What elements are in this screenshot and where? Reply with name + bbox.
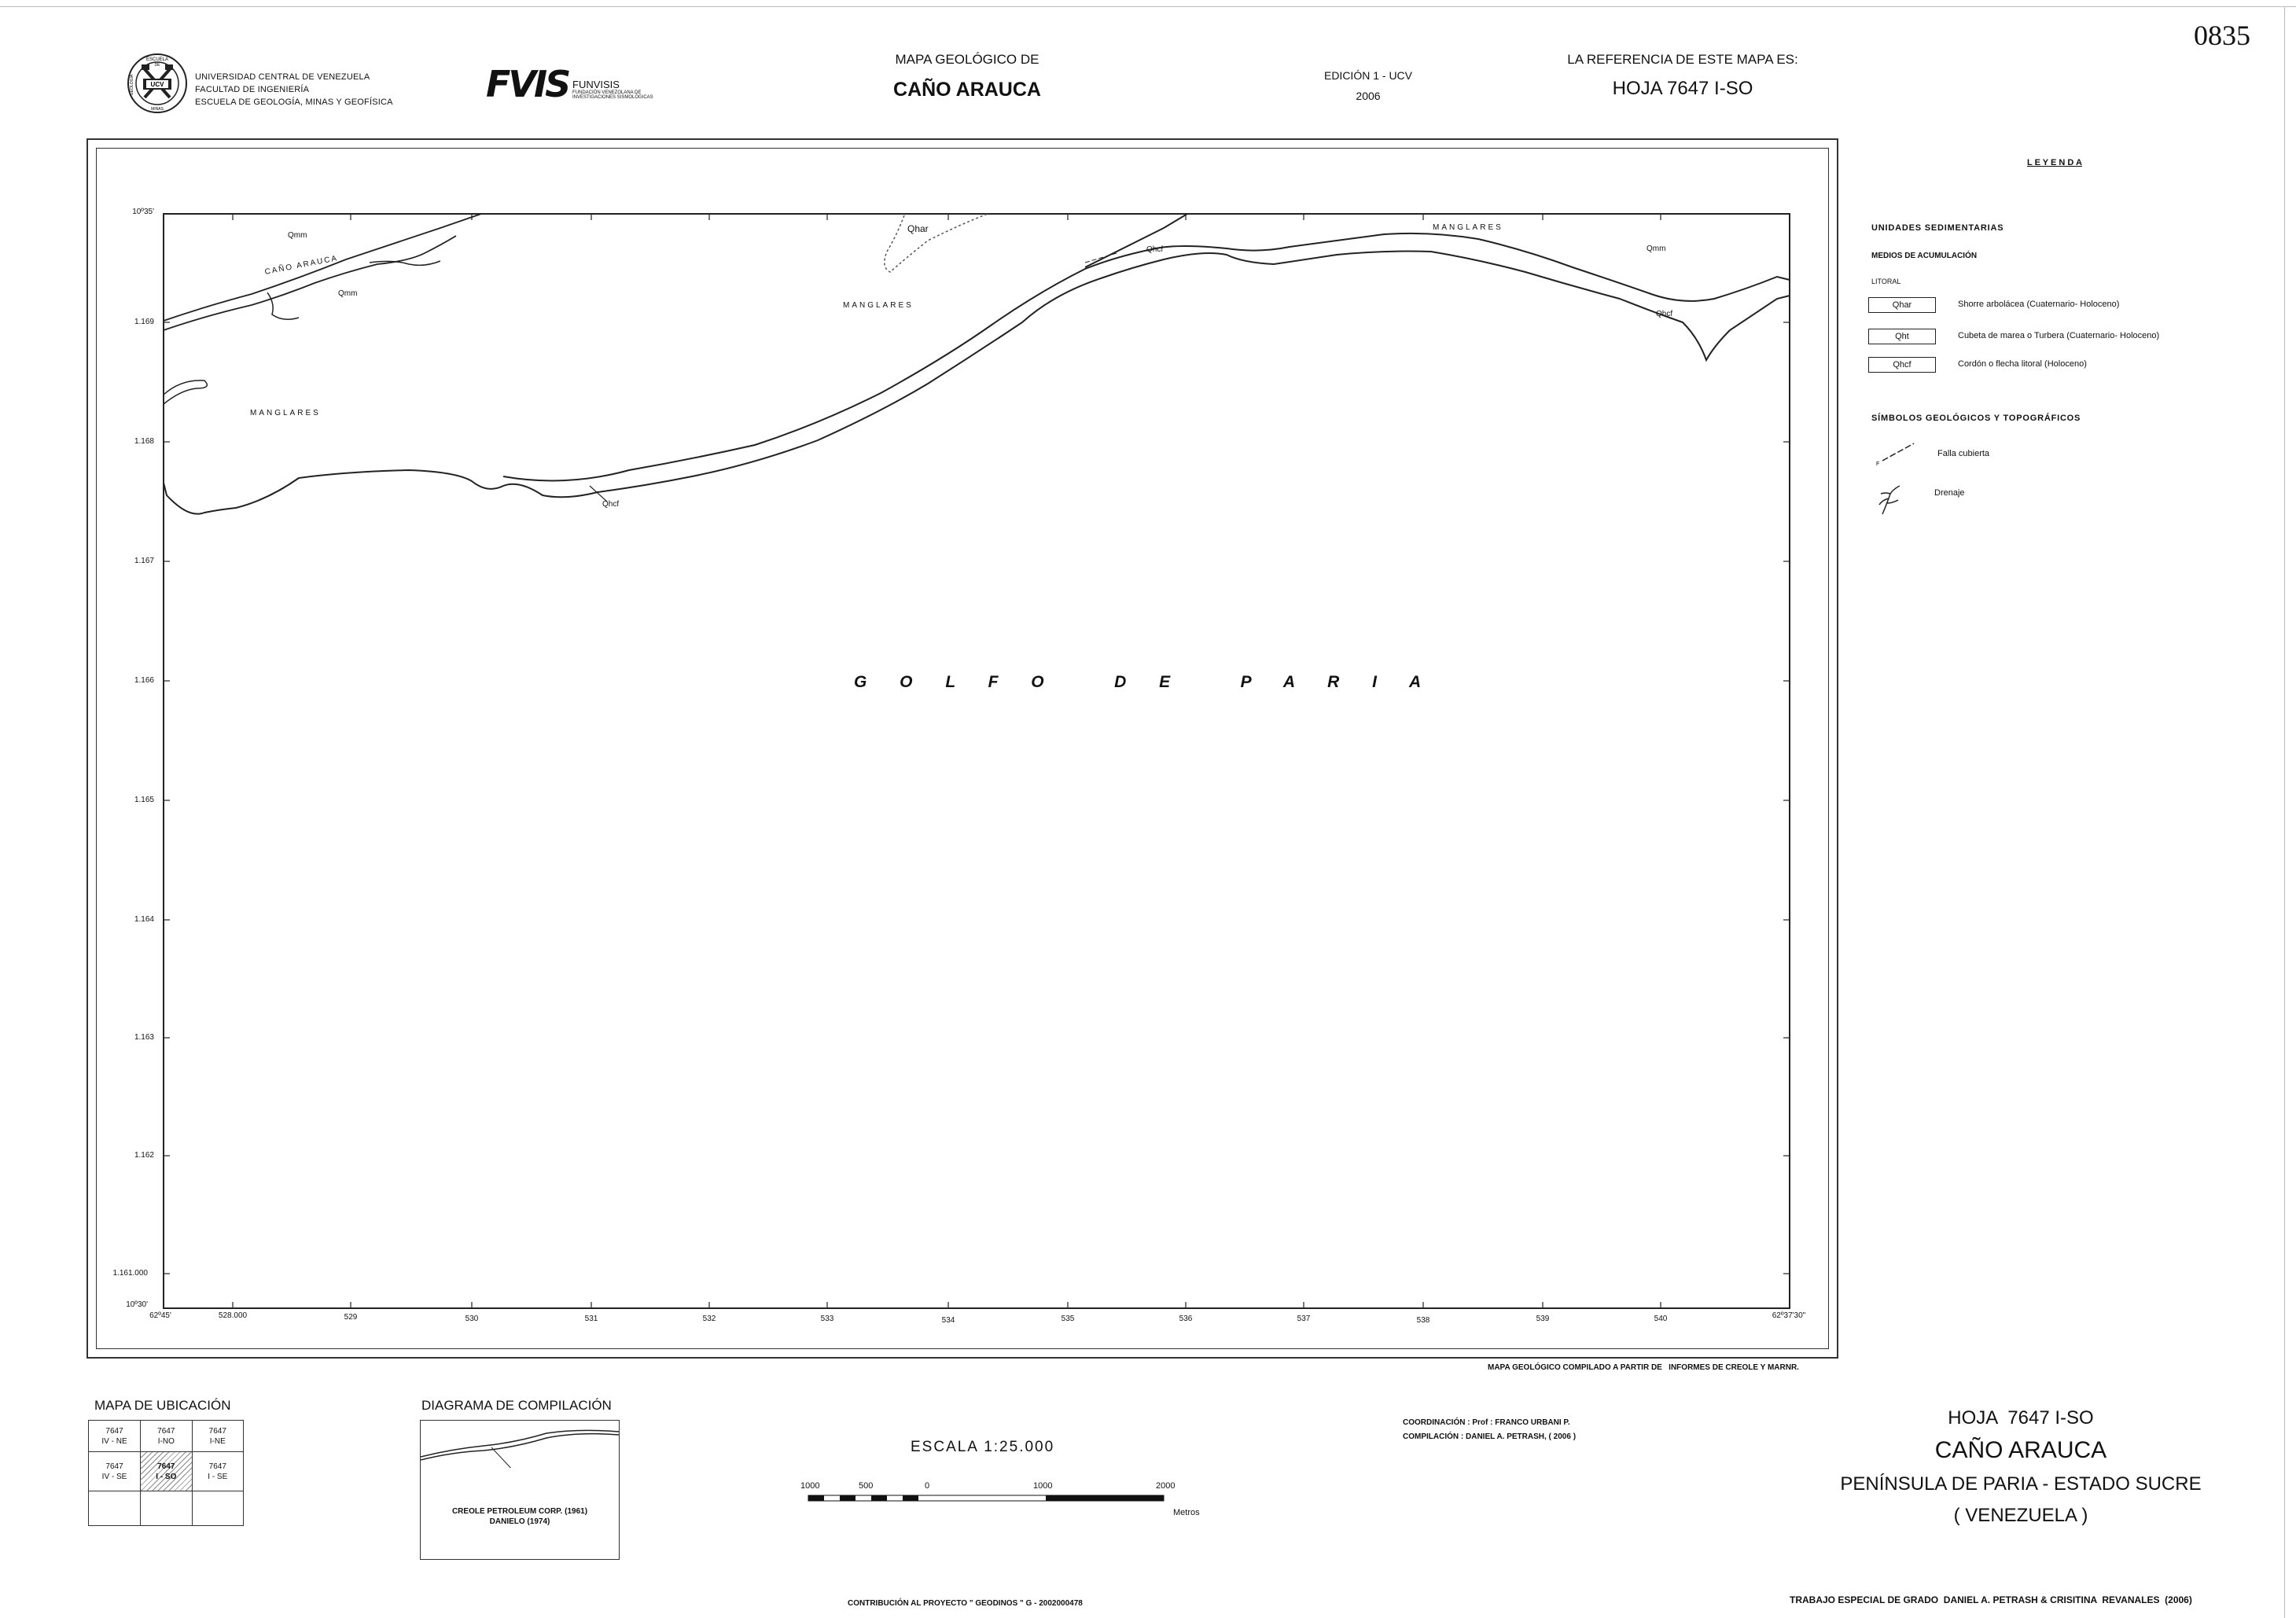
label-cano-arauca: CAÑO ARAUCA xyxy=(263,254,339,277)
beach-ridge-line xyxy=(503,234,1790,481)
ubicacion-cell: 7647 IV - NE xyxy=(89,1421,141,1452)
xtick-0: 62º45' xyxy=(149,1311,171,1320)
ytick-7: 1.163 xyxy=(134,1033,154,1042)
scale-title: ESCALA 1:25.000 xyxy=(911,1439,1055,1455)
scale-label-0: 0 xyxy=(925,1481,930,1491)
coastline xyxy=(164,252,1790,514)
edition-year: 2006 xyxy=(1356,90,1381,102)
ubicacion-grid xyxy=(88,1420,244,1526)
tick-marks xyxy=(164,214,1790,1308)
footer-contribution: CONTRIBUCIÓN AL PROYECTO " GEODINOS " G - 2002000478 xyxy=(848,1599,1083,1608)
xtick-10: 537 xyxy=(1297,1315,1311,1323)
label-manglares-2: MANGLARES xyxy=(1433,223,1503,232)
qhar-boundary xyxy=(885,214,988,272)
compilacion-title: DIAGRAMA DE COMPILACIÓN xyxy=(421,1398,612,1413)
cano-arauca-channel-bank xyxy=(164,236,456,330)
legend-desc-qht: Cubeta de marea o Turbera (Cuaternario- Holoceno) xyxy=(1958,331,2160,340)
sheet-name: CAÑO ARAUCA xyxy=(1934,1437,2107,1463)
ubicacion-cell: 7647 I - SE xyxy=(192,1452,243,1491)
funvisis-sub-1: FUNDACIÓN VENEZOLANA DE xyxy=(572,90,642,95)
ubicacion-cell: 7647 I-NO xyxy=(141,1421,193,1452)
page-number: 0835 xyxy=(2194,20,2250,51)
seal-text-ucv: UCV xyxy=(150,81,164,88)
seal-text-de: DE xyxy=(154,63,160,68)
cano-arauca-channel xyxy=(164,214,481,321)
scale-unit: Metros xyxy=(1173,1508,1200,1517)
ytick-6: 1.164 xyxy=(134,915,154,924)
label-qhcf-1: Qhcf xyxy=(1146,245,1164,254)
ytick-1: 1.169 xyxy=(134,318,154,326)
legend-section-2: SÍMBOLOS GEOLÓGICOS Y TOPOGRÁFICOS xyxy=(1871,414,2081,423)
institution-line-3: ESCUELA DE GEOLOGÍA, MINAS Y GEOFÍSICA xyxy=(195,97,393,107)
ubicacion-cell: 7647 I-NE xyxy=(192,1421,243,1452)
footer-authors: TRABAJO ESPECIAL DE GRADO DANIEL A. PETRASH & CRISITINA REVANALES (2006) xyxy=(1790,1594,2192,1605)
dashed-fault-icon xyxy=(1875,439,1919,471)
legend-section-1: UNIDADES SEDIMENTARIAS xyxy=(1871,223,2004,233)
label-manglares-3: MANGLARES xyxy=(250,409,321,417)
legend-code-qhcf: Qhcf xyxy=(1868,357,1936,373)
ubicacion-title: MAPA DE UBICACIÓN xyxy=(94,1398,231,1413)
label-manglares-1: MANGLARES xyxy=(843,301,914,310)
ytick-4: 1.166 xyxy=(134,676,154,685)
xtick-11: 538 xyxy=(1416,1316,1430,1325)
ubicacion-cell xyxy=(89,1491,141,1526)
legend-symbol-drenaje: Drenaje xyxy=(1934,488,1965,498)
legend-code-qhar: Qhar xyxy=(1868,297,1936,313)
drainage-icon xyxy=(1876,483,1904,521)
ubicacion-cell xyxy=(192,1491,243,1526)
edition: EDICIÓN 1 - UCV xyxy=(1323,69,1412,82)
label-qhcf-3: Qhcf xyxy=(602,500,620,509)
xtick-6: 533 xyxy=(820,1315,834,1323)
institution-line-2: FACULTAD DE INGENIERÍA xyxy=(195,85,310,94)
coordination: COORDINACIÓN : Prof : FRANCO URBANI P. xyxy=(1403,1418,1570,1427)
ytick-5: 1.165 xyxy=(134,796,154,804)
seal-text-escuela: ESCUELA xyxy=(145,57,169,62)
legend-group-litoral: LITORAL xyxy=(1871,278,1901,285)
scale-label-500: 500 xyxy=(859,1481,874,1491)
ubicacion-cell-current: 7647 I - SO xyxy=(141,1452,193,1491)
ytick-2: 1.168 xyxy=(134,437,154,446)
legend-code-qht: Qht xyxy=(1868,329,1936,344)
ubicacion-cell xyxy=(141,1491,193,1526)
map-credit: MAPA GEOLÓGICO COMPILADO A PARTIR DE INFORMES DE CREOLE Y MARNR. xyxy=(1488,1363,1799,1372)
svg-text:F: F xyxy=(1876,461,1880,467)
tributary-1 xyxy=(267,292,299,319)
legend-desc-qhcf: Cordón o flecha litoral (Holoceno) xyxy=(1958,359,2087,369)
map-neatline xyxy=(164,214,1790,1308)
scale-bar xyxy=(805,1494,1167,1503)
label-qhcf-2: Qhcf xyxy=(1656,310,1673,318)
ytick-0: 10º35' xyxy=(132,208,154,216)
ytick-10: 10º30' xyxy=(126,1300,148,1309)
ytick-8: 1.162 xyxy=(134,1151,154,1160)
xtick-3: 530 xyxy=(465,1315,479,1323)
ubicacion-cell: 7647 IV - SE xyxy=(89,1452,141,1491)
map-title: CAÑO ARAUCA xyxy=(893,79,1041,101)
xtick-14: 62º37'30" xyxy=(1772,1311,1806,1320)
compilacion-box xyxy=(420,1420,620,1560)
xtick-1: 528.000 xyxy=(218,1311,248,1320)
ytick-3: 1.167 xyxy=(134,557,154,565)
scale-label-2000: 2000 xyxy=(1156,1481,1176,1491)
ytick-9: 1.161.000 xyxy=(112,1269,148,1278)
seal-text-geologia: GEOLOGIA xyxy=(130,74,134,96)
label-qmm-3: Qmm xyxy=(1647,245,1666,253)
reference-value: HOJA 7647 I-SO xyxy=(1612,78,1753,99)
compilation: COMPILACIÓN : DANIEL A. PETRASH, ( 2006 ) xyxy=(1403,1432,1577,1441)
label-qmm-1: Qmm xyxy=(288,231,307,240)
map-type: MAPA GEOLÓGICO DE xyxy=(895,52,1039,67)
legend-symbol-falla: Falla cubierta xyxy=(1937,449,1990,458)
west-inlet xyxy=(164,381,207,404)
sheet-country: ( VENEZUELA ) xyxy=(1953,1505,2088,1526)
xtick-12: 539 xyxy=(1536,1315,1550,1323)
sheet-hoja: HOJA 7647 I-SO xyxy=(1948,1407,2094,1429)
institution-line-1: UNIVERSIDAD CENTRAL DE VENEZUELA xyxy=(195,72,370,82)
funvisis-name: FUNVISIS xyxy=(572,79,620,90)
seal-text-minas: MINAS xyxy=(151,107,164,112)
legend-section-1-sub: MEDIOS DE ACUMULACIÓN xyxy=(1871,252,1978,260)
scale-label-1000: 1000 xyxy=(1033,1481,1053,1491)
reference-label: LA REFERENCIA DE ESTE MAPA ES: xyxy=(1567,52,1798,67)
funvisis-sub-2: INVESTIGACIONES SISMOLÓGICAS xyxy=(572,95,653,100)
xtick-13: 540 xyxy=(1654,1315,1668,1323)
scale-label-1000-left: 1000 xyxy=(800,1481,820,1491)
sheet-region: PENÍNSULA DE PARIA - ESTADO SUCRE xyxy=(1840,1473,2202,1495)
coast-upper-segment xyxy=(1085,214,1187,267)
legend-title: L E Y E N D A xyxy=(2027,158,2082,167)
label-qhar: Qhar xyxy=(907,223,929,234)
funvisis-logo-mark: FVIS xyxy=(486,63,569,105)
xtick-8: 535 xyxy=(1061,1315,1075,1323)
compilacion-source-1: CREOLE PETROLEUM CORP. (1961) xyxy=(451,1507,588,1516)
xtick-9: 536 xyxy=(1179,1315,1193,1323)
label-qmm-2: Qmm xyxy=(338,289,358,298)
xtick-7: 534 xyxy=(941,1316,955,1325)
xtick-4: 531 xyxy=(584,1315,598,1323)
water-body-label: G O L F O D E P A R I A xyxy=(854,673,1436,691)
xtick-5: 532 xyxy=(702,1315,716,1323)
compilacion-source-2: DANIELO (1974) xyxy=(489,1517,550,1526)
legend-desc-qhar: Shorre arbolácea (Cuaternario- Holoceno) xyxy=(1958,300,2120,309)
xtick-2: 529 xyxy=(344,1313,358,1322)
